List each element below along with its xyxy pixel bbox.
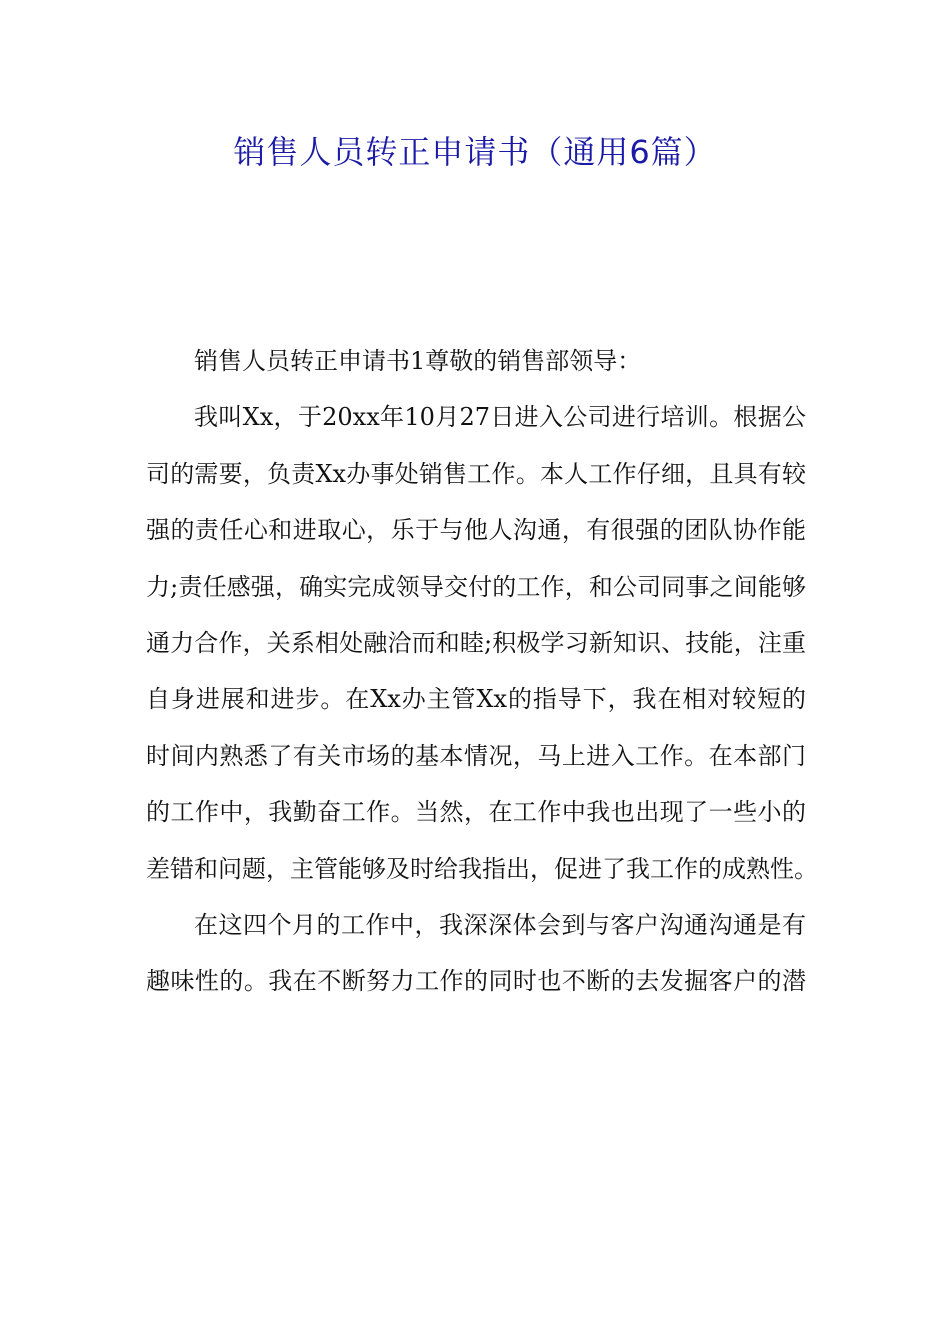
paragraph-line: 在这四个月的工作中，我深深体会到与客户沟通沟通是有: [194, 910, 806, 939]
paragraph-line: 趣味性的。我在不断努力工作的同时也不断的去发掘客户的潜: [146, 967, 806, 996]
paragraph-line: 司的需要，负责Xx办事处销售工作。本人工作仔细，且具有较: [146, 459, 806, 488]
paragraph-line: 的工作中，我勤奋工作。当然，在工作中我也出现了一些小的: [146, 798, 806, 827]
page-title: 销售人员转正申请书（通用6篇）: [233, 133, 717, 171]
paragraph-line: 自身进展和进步。在Xx办主管Xx的指导下，我在相对较短的: [146, 685, 806, 714]
document-body: [146, 337, 818, 1014]
paragraph-line: 强的责任心和进取心，乐于与他人沟通，有很强的团队协作能: [146, 516, 806, 545]
paragraph-line: 销售人员转正申请书1尊敬的销售部领导：: [194, 347, 642, 375]
paragraph-line: 时间内熟悉了有关市场的基本情况，马上进入工作。在本部门: [146, 741, 806, 770]
paragraph-line: 差错和问题，主管能够及时给我指出，促进了我工作的成熟性。: [146, 854, 818, 883]
paragraph-line: 力;责任感强，确实完成领导交付的工作，和公司同事之间能够: [146, 572, 806, 601]
paragraph-line: 通力合作，关系相处融洽而和睦;积极学习新知识、技能，注重: [146, 628, 806, 657]
paragraph-line: 我叫Xx，于20xx年10月27日进入公司进行培训。根据公: [194, 403, 806, 432]
